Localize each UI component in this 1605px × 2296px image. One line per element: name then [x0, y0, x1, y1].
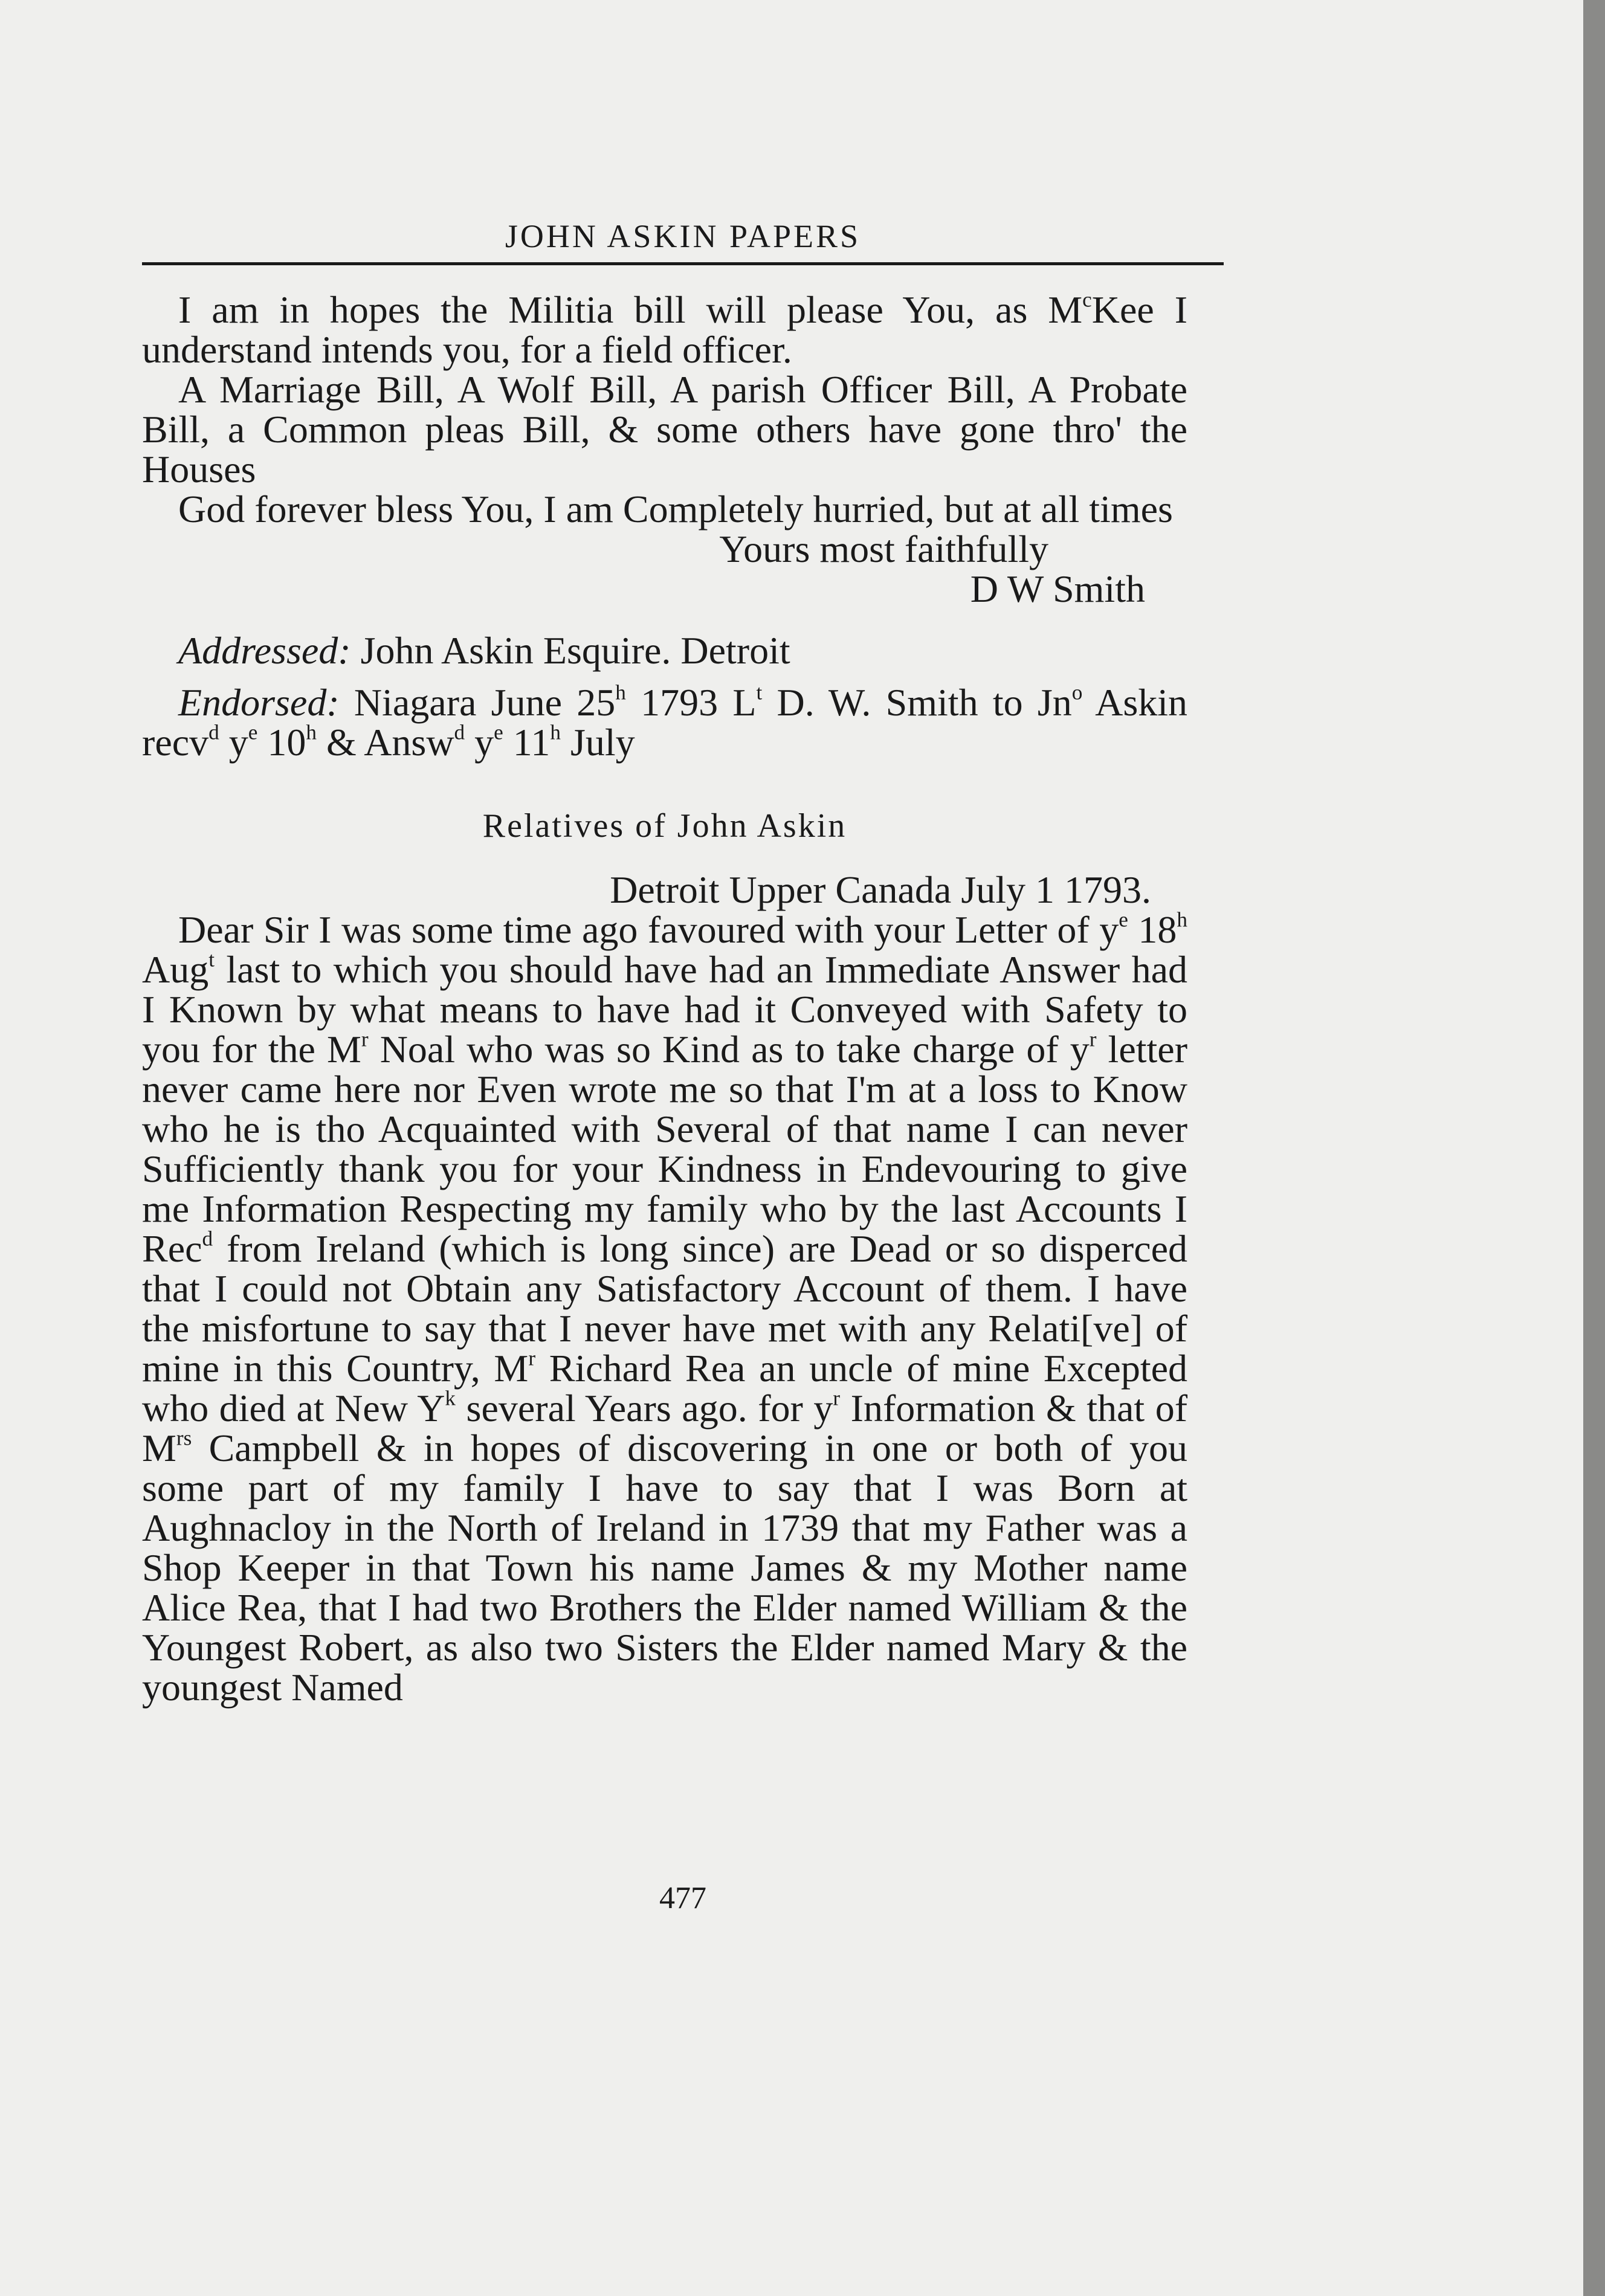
letter-closing: Yours most faithfully — [719, 527, 1048, 570]
section-title: Relatives of John Askin — [482, 807, 847, 845]
page-edge — [1583, 0, 1605, 2296]
body-text — [142, 290, 1187, 1707]
letter-paragraph-relatives: Dear Sir I was some time ago favoured with your Letter of $y^e$ 18$^h$ Aug$^t$ last to which you should have had an Immediate Answer had I Known by what means to have had it Conveyed with Safety to you for the $M^r$ Noal who was so Kind as to take charge of $y^r$ letter never came here nor Even wrote me so that I'm at a loss to Know who he is tho Acquainted with Several of that name I can never Sufficiently thank you for your Kindness in Endevouring to give me Information Respecting my family who by the last Accounts I Rec$^d$ from Ireland (which is long since) are Dead or so disperced that I could not Obtain any Satisfactory Account of them. I have the misfortune to say that I never have met with any Relati[ve] of mine in this Country, $M^r$ Richard Rea an uncle of mine Excepted who died at New $Y^k$ several Years ago. for $y^r$ Information & that of $M^{rs}$ Campbell & in hopes of discovering in one or both of you some part of my family I have to say that I was Born at Aughnacloy in the North of Ireland in 1739 that my Father was a Shop Keeper in that Town his name James & my Mother name Alice Rea, that I had two Brothers the Elder named William & the Youngest Robert, as also two Sisters the Elder named Mary & the youngest Named — [142, 908, 1188, 1709]
addressed-note: Addressed: John Askin Esquire. Detroit — [178, 629, 790, 672]
letter-paragraph-bills: A Marriage Bill, A Wolf Bill, A parish Officer Bill, A Probate Bill, a Common pleas Bill, & some others have gone thro' the Houses — [142, 368, 1187, 491]
page-number: 477 — [659, 1881, 706, 1915]
letter-signature: D W Smith — [970, 567, 1145, 610]
endorsed-note: Endorsed: Niagara June 25$^h$ 1793 $L^t$ D. W. Smith to Jn$^o$ Askin recv$^d$ $y^e$ 10$^h$ & Answ$^d$ $y^e$ 11$^h$ July — [142, 680, 1188, 764]
letter-paragraph-militia: I am in hopes the Militia bill will please You, as $M^cKee$ I understand intends you, for a field officer. — [142, 288, 1188, 371]
letter-paragraph-blessing: God forever bless You, I am Completely hurried, but at all times — [178, 488, 1173, 530]
running-head: JOHN ASKIN PAPERS — [505, 218, 861, 254]
letter-dateline: Detroit Upper Canada July 1 1793. — [610, 868, 1151, 911]
header-rule — [142, 262, 1224, 265]
